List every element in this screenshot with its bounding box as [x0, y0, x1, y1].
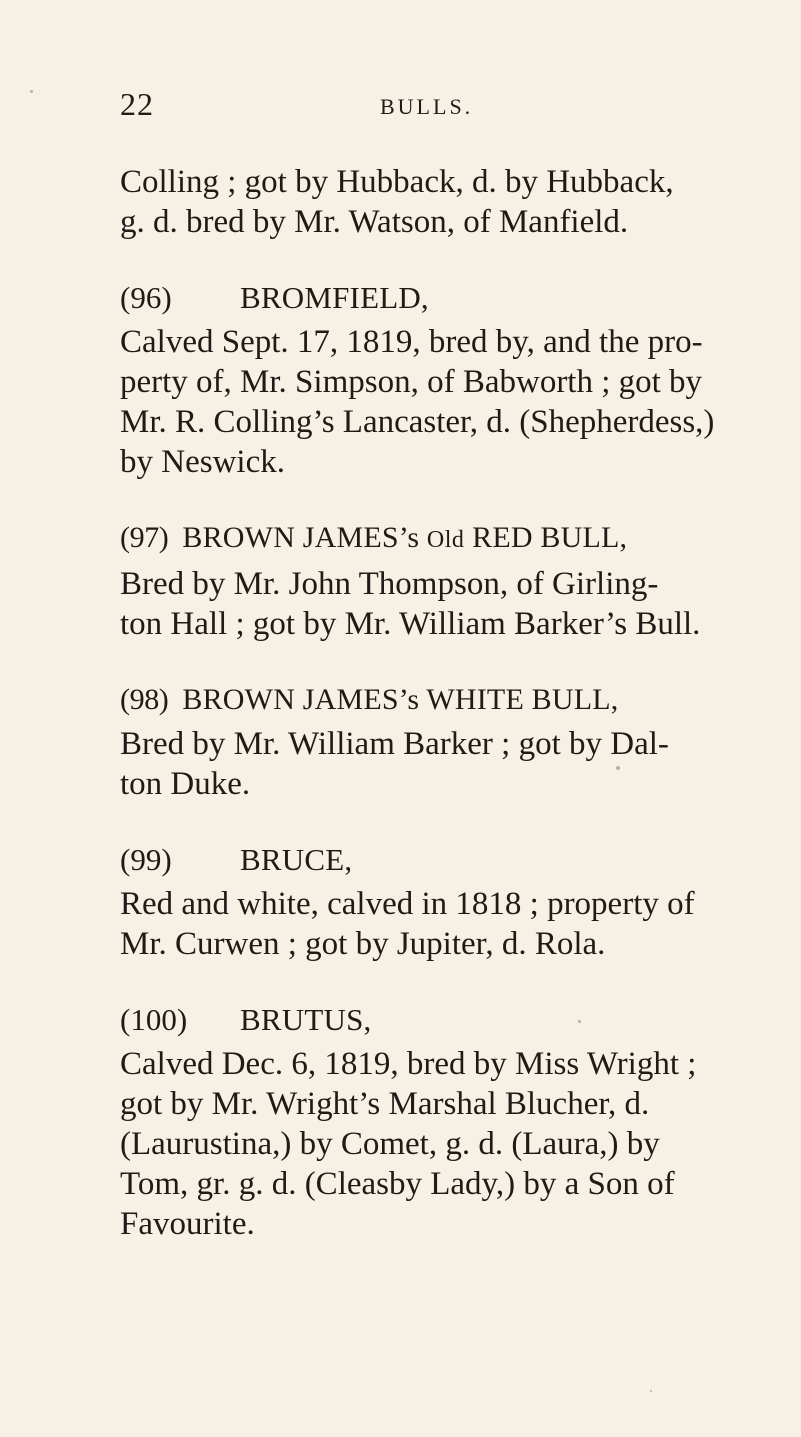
entry-number: (98): [120, 683, 169, 716]
running-head: [120, 88, 720, 128]
entry-name: BRUCE,: [240, 842, 353, 877]
bull-entry-98: [120, 680, 720, 804]
entry-line: Favourite.: [120, 1206, 255, 1242]
page-number: 22: [120, 86, 154, 122]
paper-speck: [616, 766, 620, 770]
entry-number: (99): [120, 842, 172, 877]
entry-name-part: RED BULL,: [472, 521, 628, 554]
entry-line: (Laurustina,) by Comet, g. d. (Laura,) by: [120, 1126, 660, 1162]
intro-paragraph: [120, 162, 720, 242]
entry-line: Mr. Curwen ; got by Jupiter, d. Rola.: [120, 926, 606, 962]
entry-heading: [120, 680, 720, 720]
entry-heading: [120, 1000, 720, 1040]
entry-name: BRUTUS,: [240, 1002, 372, 1037]
entry-line: Calved Sept. 17, 1819, bred by, and the pro-: [120, 324, 703, 360]
entry-line: Red and white, calved in 1818 ; property of: [120, 886, 695, 922]
entry-number: (100): [120, 1002, 188, 1037]
entry-line: by Neswick.: [120, 444, 285, 480]
entry-line: Mr. R. Colling’s Lancaster, d. (Shepherdess,): [120, 404, 715, 440]
entry-text: [120, 322, 720, 482]
entry-heading: [120, 840, 720, 880]
bull-entry-99: [120, 840, 720, 964]
paper-speck: [30, 90, 33, 93]
entry-text: [120, 1044, 720, 1244]
entry-text: [120, 724, 720, 804]
entry-number: (96): [120, 280, 172, 315]
intro-line: g. d. bred by Mr. Watson, of Manfield.: [120, 204, 629, 240]
entry-line: ton Hall ; got by Mr. William Barker’s Bull.: [120, 606, 701, 642]
entry-name: BROWN JAMES’s WHITE BULL,: [182, 683, 619, 716]
entry-line: ton Duke.: [120, 766, 251, 802]
paper-speck: [578, 1020, 581, 1023]
page-content: [120, 162, 720, 1244]
entry-name-part: BROWN JAMES’s: [182, 521, 420, 554]
entry-text: [120, 884, 720, 964]
entry-name-small-caps: Old: [426, 527, 465, 553]
running-title: BULLS.: [380, 94, 474, 119]
entry-line: Calved Dec. 6, 1819, bred by Miss Wright ;: [120, 1046, 697, 1082]
bull-entry-97: [120, 518, 720, 644]
entry-line: got by Mr. Wright’s Marshal Blucher, d.: [120, 1086, 650, 1122]
entry-line: Bred by Mr. William Barker ; got by Dal-: [120, 726, 669, 762]
entry-line: perty of, Mr. Simpson, of Babworth ; got by: [120, 364, 703, 400]
entry-name: BROMFIELD,: [240, 280, 429, 315]
entry-name: [182, 518, 627, 560]
entry-text: [120, 564, 720, 644]
bull-entry-100: [120, 1000, 720, 1244]
paper-speck: [650, 1390, 652, 1392]
entry-number: (97): [120, 521, 169, 554]
bull-entry-96: [120, 278, 720, 482]
entry-line: Tom, gr. g. d. (Cleasby Lady,) by a Son of: [120, 1166, 675, 1202]
entry-heading: [120, 278, 720, 318]
intro-line: Colling ; got by Hubback, d. by Hubback,: [120, 164, 674, 200]
entry-line: Bred by Mr. John Thompson, of Girling-: [120, 566, 659, 602]
entry-heading: [120, 518, 720, 560]
